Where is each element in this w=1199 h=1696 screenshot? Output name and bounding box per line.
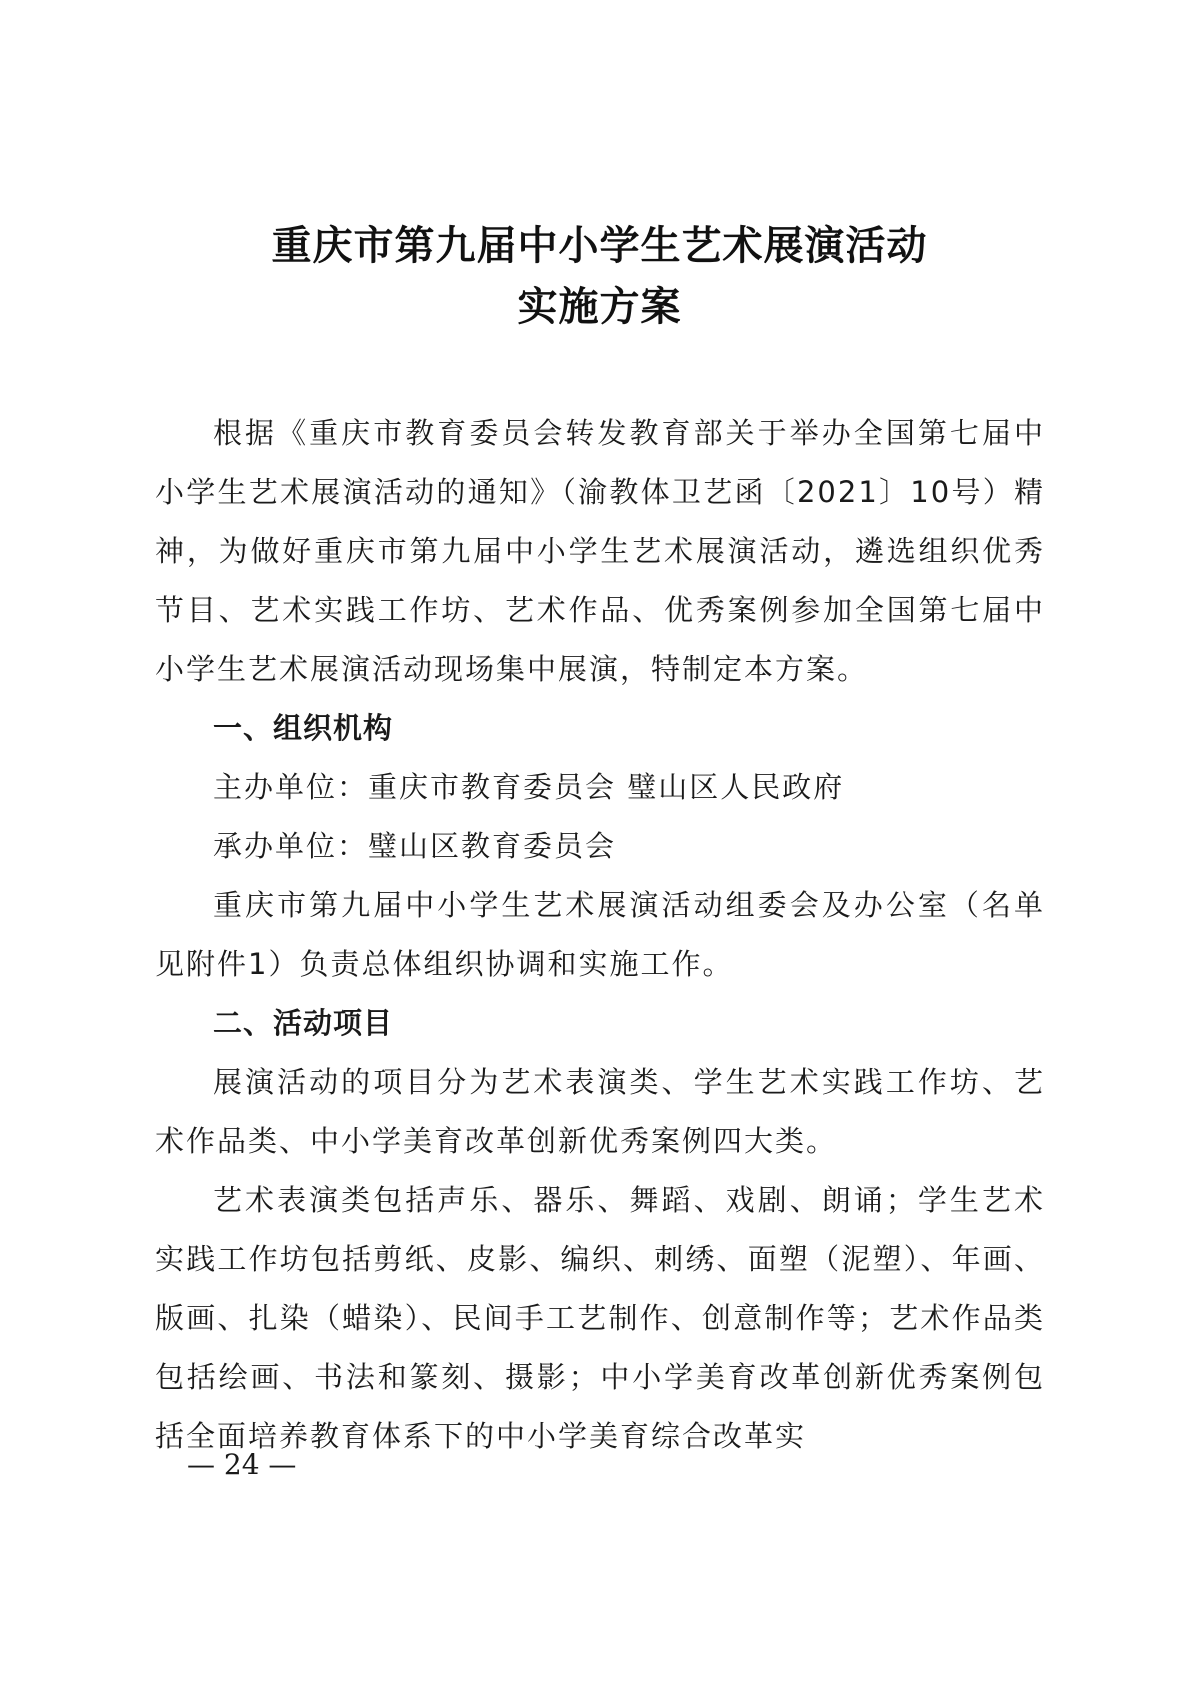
organizer-unit-line: 承办单位：璧山区教育委员会 <box>213 829 617 863</box>
intro-paragraph: 根据《重庆市教育委员会转发教育部关于举办全国第七届中小学生艺术展演活动的通知》（渝教体卫艺函〔2021〕10号）精神，为做好重庆市第九届中小学生艺术展演活动，遴选组织优秀节目、艺术实践工作坊、艺术作品、优秀案例参加全国第七届中小学生艺术展演活动现场集中展演，特制定本方案。 <box>155 416 1045 686</box>
document-title-line2: 实施方案 <box>517 283 682 330</box>
document-title-line1: 重庆市第九届中小学生艺术展演活动 <box>271 222 928 269</box>
document-body <box>155 404 1045 1466</box>
section-heading-organization: 一、组织机构 <box>213 711 394 745</box>
section-heading-activities: 二、活动项目 <box>213 1006 394 1040</box>
page-number: — 24 — <box>187 1448 297 1481</box>
details-paragraph: 艺术表演类包括声乐、器乐、舞蹈、戏剧、朗诵；学生艺术实践工作坊包括剪纸、皮影、编织、刺绣、面塑（泥塑）、年画、版画、扎染（蜡染）、民间手工艺制作、创意制作等；艺术作品类包括绘画、书法和篆刻、摄影；中小学美育改革创新优秀案例包括全面培养教育体系下的中小学美育综合改革实 <box>155 1183 1045 1453</box>
committee-paragraph: 重庆市第九届中小学生艺术展演活动组委会及办公室（名单见附件1）负责总体组织协调和实施工作。 <box>155 888 1045 981</box>
host-unit-line: 主办单位：重庆市教育委员会 璧山区人民政府 <box>213 770 845 804</box>
categories-paragraph: 展演活动的项目分为艺术表演类、学生艺术实践工作坊、艺术作品类、中小学美育改革创新优秀案例四大类。 <box>155 1065 1045 1158</box>
